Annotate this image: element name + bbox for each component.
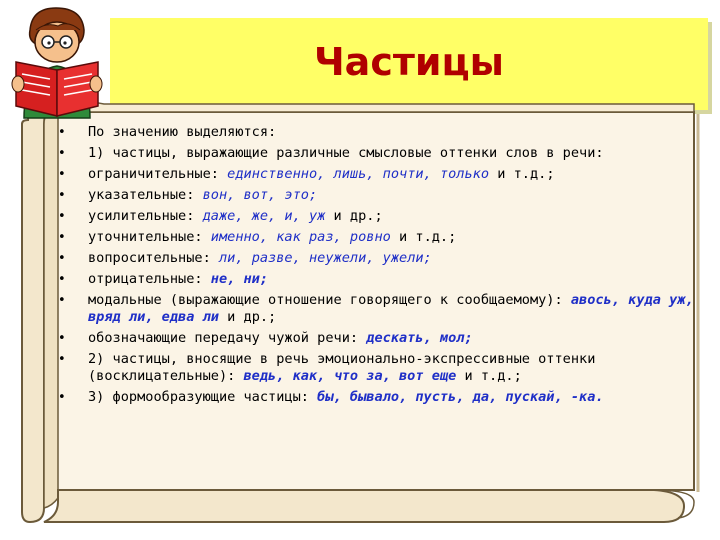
item-text: усилительные: (88, 208, 203, 224)
particles-list (58, 124, 708, 410)
item-text: обозначающие передачу чужой речи: (88, 330, 367, 346)
list-item (58, 292, 708, 326)
item-text: 2) частицы, вносящие в речь эмоционально-экспрессивные оттенки (восклицательные): (88, 351, 596, 384)
list-item (58, 145, 708, 162)
example-words: ли, разве, неужели, ужели; (218, 250, 432, 266)
item-text: и др.; (325, 208, 383, 224)
bullet-icon: • (58, 390, 66, 405)
bullet-icon: • (58, 125, 66, 140)
example-words: ведь, как, что за, вот еще (243, 368, 457, 384)
bullet-icon: • (58, 230, 66, 245)
title-banner (110, 18, 708, 110)
list-item (58, 229, 708, 246)
example-words: вон, вот, это; (202, 187, 318, 203)
item-text: вопросительные: (88, 250, 219, 266)
item-text: и др.; (218, 309, 277, 325)
list-item (58, 166, 708, 183)
list-item (58, 250, 708, 267)
item-text: и т.д.; (489, 166, 555, 182)
item-text: уточнительные: (88, 229, 211, 245)
example-words: не, ни; (210, 271, 269, 287)
item-text: отрицательные: (88, 271, 211, 287)
bullet-icon: • (58, 331, 66, 346)
example-words: единственно, лишь, почти, только (227, 166, 490, 182)
bullet-icon: • (58, 188, 66, 203)
item-text: указательные: (88, 187, 203, 203)
example-words: даже, же, и, уж (202, 208, 326, 224)
bullet-icon: • (58, 146, 66, 161)
bullet-icon: • (58, 293, 66, 308)
item-text: ограничительные: (88, 166, 228, 182)
list-item (58, 389, 708, 406)
list-item (58, 208, 708, 225)
student-reading-book-icon (2, 0, 112, 120)
bullet-icon: • (58, 352, 66, 367)
item-text: и т.д.; (390, 229, 457, 245)
list-item (58, 187, 708, 204)
list-item (58, 271, 708, 288)
item-text: и т.д.; (456, 368, 522, 384)
example-words: именно, как раз, ровно (210, 229, 391, 245)
example-words: дескать, мол; (366, 330, 473, 346)
example-words: бы, бывало, пусть, да, пускай, -ка. (317, 389, 604, 405)
example-words: авось, куда уж, вряд ли, едва ли (88, 292, 694, 325)
list-item (58, 330, 708, 347)
bullet-icon: • (58, 209, 66, 224)
bullet-icon: • (58, 272, 66, 287)
bullet-icon: • (58, 167, 66, 182)
item-text: модальные (выражающие отношение говорящего к сообщаемому): (88, 292, 571, 308)
item-text: 3) формообразующие частицы: (88, 389, 318, 405)
list-item (58, 124, 708, 141)
item-text: По значению выделяются: (88, 124, 277, 140)
slide-title: Частицы (313, 40, 505, 84)
list-item (58, 351, 708, 385)
bullet-icon: • (58, 251, 66, 266)
item-text: 1) частицы, выражающие различные смысловые оттенки слов в речи: (88, 145, 604, 161)
